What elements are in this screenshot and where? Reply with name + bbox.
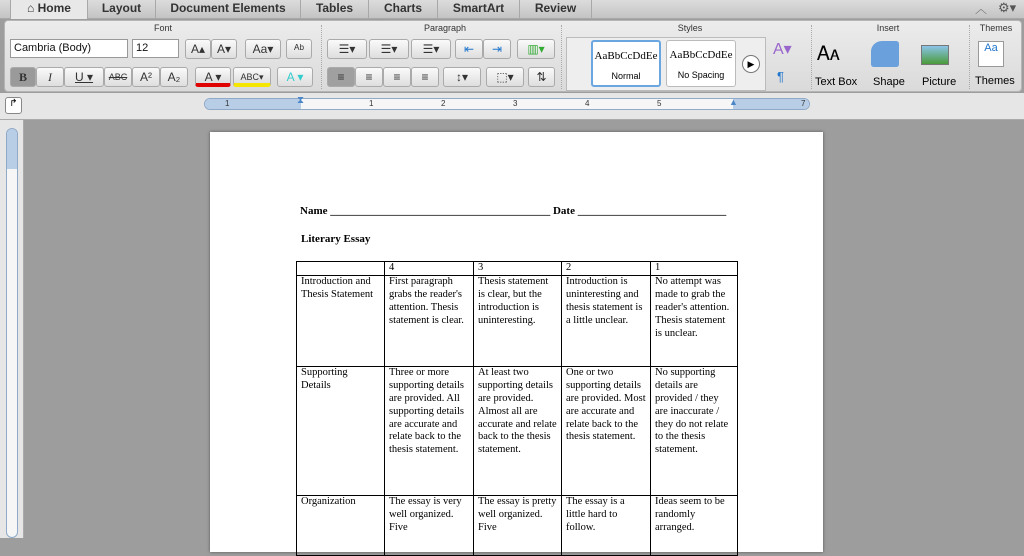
styles-next-icon[interactable]: ▶ xyxy=(742,55,760,73)
styles-pane-icon[interactable]: ¶ xyxy=(777,69,784,84)
tab-tables[interactable]: Tables xyxy=(301,0,369,19)
shrink-font-button[interactable]: A▾ xyxy=(211,39,237,59)
font-size-select[interactable]: 12 xyxy=(132,39,179,58)
borders-button[interactable]: ⬚▾ xyxy=(486,67,524,87)
align-right-button[interactable]: ≡ xyxy=(383,67,411,87)
group-paragraph-label: Paragraph xyxy=(423,23,467,33)
ribbon xyxy=(4,20,1022,92)
align-left-button[interactable]: ≡ xyxy=(327,67,355,87)
group-insert-label: Insert xyxy=(876,23,900,33)
underline-button[interactable]: U ▾ xyxy=(64,67,104,87)
style-no-spacing[interactable]: AaBbCcDdEe No Spacing xyxy=(666,40,736,87)
style-normal[interactable]: AaBbCcDdEe Normal xyxy=(591,40,661,87)
tab-smartart[interactable]: SmartArt xyxy=(438,0,520,19)
tab-review[interactable]: Review xyxy=(520,0,592,19)
sort-button[interactable]: ⇅ xyxy=(528,67,555,87)
themes-icon[interactable]: Aa xyxy=(978,41,1004,67)
insert-shape-button[interactable]: Shape xyxy=(873,76,905,88)
group-themes-label: Themes xyxy=(979,23,1013,33)
multilevel-list-button[interactable]: ☰▾ xyxy=(411,39,451,59)
grow-font-button[interactable]: A▴ xyxy=(185,39,211,59)
align-center-button[interactable]: ≡ xyxy=(355,67,383,87)
group-styles-label: Styles xyxy=(677,23,703,33)
justify-button[interactable]: ≡ xyxy=(411,67,439,87)
line-spacing-button[interactable]: ↕▾ xyxy=(443,67,481,87)
home-icon: ⌂ xyxy=(27,1,38,15)
table-row: Organization The essay is very well organized. Five The essay is pretty well organized. Five The essay is a little hard to follow. Ideas seem to be randomly arranged. xyxy=(297,495,738,555)
text-effects-button[interactable]: A ▾ xyxy=(277,67,313,87)
clear-formatting-button[interactable]: ᴬᵇ xyxy=(286,39,312,59)
ribbon-tabs xyxy=(0,0,1024,19)
increase-indent-button[interactable]: ⇥ xyxy=(483,39,511,59)
indent-marker[interactable]: ⧗ xyxy=(297,95,305,106)
document-page[interactable] xyxy=(210,132,823,552)
table-row: Introduction and Thesis Statement First paragraph grabs the reader's attention. Thesis statement is clear. Thesis statement is clear, but the introduction is uninteresting. Introduction is uninteresting and thesis statement is a little unclear. No attempt was made to grab the reader's attention. Thesis statement is unclear. xyxy=(297,275,738,366)
change-case-button[interactable]: Aa▾ xyxy=(245,39,281,59)
subscript-button[interactable]: A₂ xyxy=(160,67,188,87)
vertical-ruler[interactable] xyxy=(0,120,24,538)
insert-textbox-button[interactable]: Text Box xyxy=(815,76,858,88)
italic-button[interactable]: I xyxy=(36,67,64,87)
right-indent-marker[interactable]: ▲ xyxy=(729,97,738,107)
bullets-button[interactable]: ☰▾ xyxy=(327,39,367,59)
tab-charts[interactable]: Charts xyxy=(369,0,438,19)
essay-title: Literary Essay xyxy=(301,233,371,245)
shape-icon[interactable] xyxy=(871,41,899,67)
numbering-button[interactable]: ☰▾ xyxy=(369,39,409,59)
font-name-select[interactable]: Cambria (Body) xyxy=(10,39,128,58)
superscript-button[interactable]: A² xyxy=(132,67,160,87)
font-color-button[interactable]: A ▾ xyxy=(195,67,231,87)
columns-button[interactable]: ▥▾ xyxy=(517,39,555,59)
horizontal-ruler[interactable]: 1 1 2 3 4 5 7 ⧗ ▲ xyxy=(204,98,810,110)
name-date-line: Name ________________________________________ Date ___________________________ xyxy=(300,205,727,217)
horizontal-ruler-bar xyxy=(0,93,1024,120)
tab-layout[interactable]: Layout xyxy=(88,0,156,19)
tab-stop-selector[interactable]: ↱ xyxy=(5,97,22,114)
rubric-table xyxy=(296,261,738,556)
manage-styles-icon[interactable]: A▾ xyxy=(773,41,792,58)
insert-picture-button[interactable]: Picture xyxy=(922,76,957,88)
strikethrough-button[interactable]: ABC xyxy=(104,67,132,87)
decrease-indent-button[interactable]: ⇤ xyxy=(455,39,483,59)
table-row: Supporting Details Three or more supporting details are provided. All supporting details are accurate and relate back to the thesis statement. At least two supporting details are provided. Almost all are accurate and relate back to the thesis statement. One or two supporting details are provided. Most are accurate and relate back to the thesis statement. No supporting details are provided / they are inaccurate / they do not relate to the thesis statement. xyxy=(297,366,738,495)
collapse-ribbon-icon[interactable]: ︿ xyxy=(975,2,988,16)
group-font-label: Font xyxy=(153,23,172,33)
gear-icon[interactable]: ⚙▾ xyxy=(998,0,1017,15)
bold-button[interactable]: B xyxy=(10,67,36,87)
tab-home[interactable]: ⌂ Home xyxy=(10,0,88,19)
tab-document-elements[interactable]: Document Elements xyxy=(156,0,301,19)
textbox-icon[interactable]: 🗛 xyxy=(817,43,840,65)
table-header-row: 4 3 2 1 xyxy=(297,262,738,276)
highlight-button[interactable]: ABC▾ xyxy=(233,67,271,87)
themes-button[interactable]: Themes xyxy=(975,75,1015,87)
picture-icon[interactable] xyxy=(921,45,949,65)
